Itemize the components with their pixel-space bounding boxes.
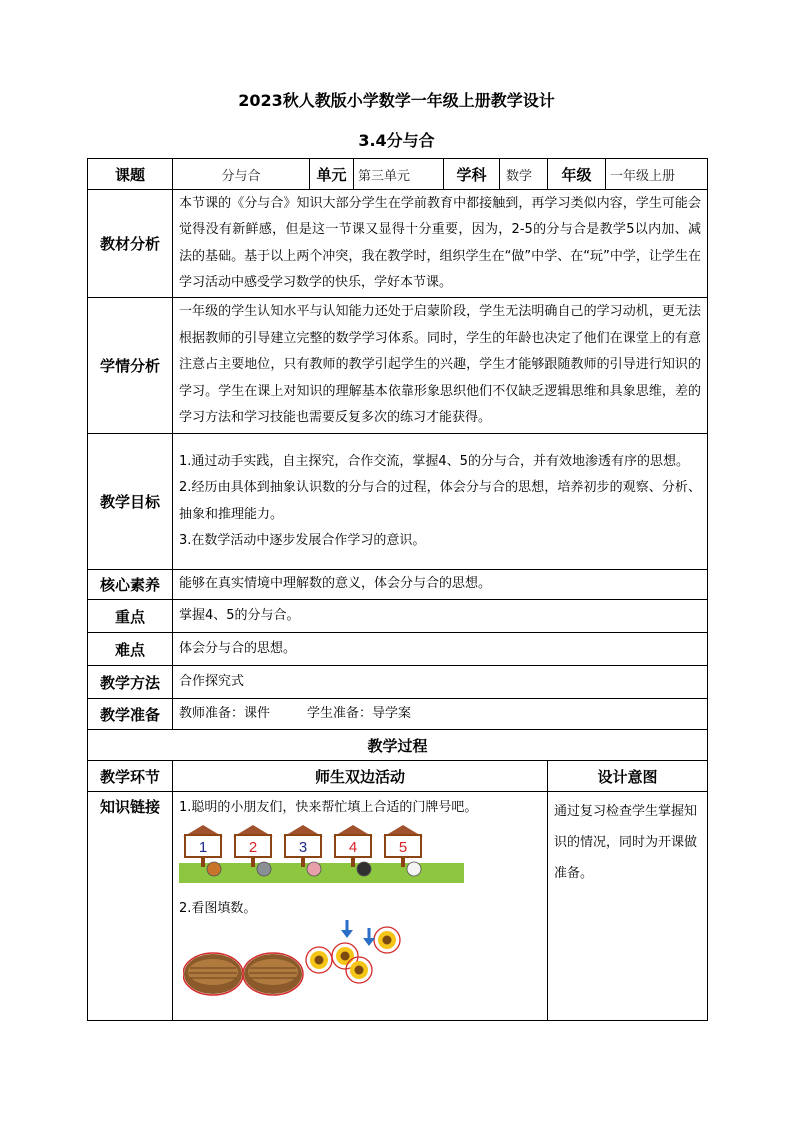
info-row <box>88 159 708 190</box>
sunflower-icon <box>374 927 400 953</box>
grade-label: 年级 <box>548 159 606 190</box>
grass-strip <box>179 863 464 883</box>
question-1: 1.聪明的小朋友们，快来帮忙填上合适的门牌号吧。 <box>179 800 478 815</box>
material-analysis-label: 教材分析 <box>88 190 173 298</box>
teaching-method-text: 合作探究式 <box>173 666 708 699</box>
sunflower-icon <box>346 957 372 983</box>
activity-cell <box>173 792 548 1021</box>
subject-value: 数学 <box>500 159 548 190</box>
teacher-prep: 教师准备：课件 <box>179 705 271 721</box>
lesson-label: 课题 <box>88 159 173 190</box>
process-title-row <box>88 730 708 761</box>
student-prep: 学生准备：导学案 <box>307 705 412 721</box>
core-literacy-label: 核心素养 <box>88 570 173 600</box>
teaching-method-row <box>88 666 708 699</box>
sunflower-icon <box>306 947 332 973</box>
core-literacy-row <box>88 570 708 600</box>
material-analysis-text: 本节课的《分与合》知识大部分学生在学前教育中都接触到，再学习类似内容，学生可能会觉得没有新鲜感，但是这一节课又显得十分重要，因为，2-5的分与合是教学5以内加、减法的基础。基于以上两个冲突，我在教学时，组织学生在“做”中学、在“玩”中学，让学生在学习活动中感受学习数学的快乐，学好本节课。 <box>173 190 708 298</box>
goal-item: 3.在数学活动中逐步发展合作学习的意识。 <box>179 533 426 548</box>
grade-value: 一年级上册 <box>606 159 708 190</box>
question-2: 2.看图填数。 <box>179 901 257 916</box>
goal-item: 1.通过动手实践，自主探究，合作交流，掌握4、5的分与合，并有效地渗透有序的思想。 <box>179 453 689 469</box>
house-number: 2 <box>248 839 258 856</box>
student-analysis-label: 学情分析 <box>88 298 173 434</box>
process-title: 教学过程 <box>88 730 708 761</box>
animal-icon <box>257 862 271 876</box>
teaching-prep-text <box>173 699 708 730</box>
process-col-stage: 教学环节 <box>88 761 173 792</box>
student-analysis-row <box>88 298 708 434</box>
house-number: 1 <box>198 839 208 856</box>
house-number: 5 <box>398 839 408 856</box>
key-point-row <box>88 600 708 633</box>
goal-item: 2.经历由具体到抽象认识数的分与合的过程，体会分与合的思想，培养初步的观察、分析、抽象和推理能力。 <box>179 480 701 522</box>
difficult-point-row <box>88 633 708 666</box>
teaching-method-label: 教学方法 <box>88 666 173 699</box>
process-col-intent: 设计意图 <box>548 761 708 792</box>
key-point-label: 重点 <box>88 600 173 633</box>
process-col-activity: 师生双边活动 <box>173 761 548 792</box>
difficult-point-text: 体会分与合的思想。 <box>173 633 708 666</box>
design-intent-text: 通过复习检查学生掌握知识的情况，同时为开课做准备。 <box>548 792 708 1021</box>
animal-icon <box>407 862 421 876</box>
teaching-goals-list <box>173 434 708 570</box>
difficult-point-label: 难点 <box>88 633 173 666</box>
document-title: 2023秋人教版小学数学一年级上册教学设计 <box>238 91 555 110</box>
lesson-value: 分与合 <box>173 159 310 190</box>
student-analysis-text: 一年级的学生认知水平与认知能力还处于启蒙阶段，学生无法明确自己的学习动机，更无法根据教师的引导建立完整的数学学习体系。同时，学生的年龄也决定了他们在课堂上的有意注意占主要地位，只有教师的教学引起学生的兴趣，学生才能够跟随教师的引导进行知识的学习。学生在课上对知识的理解基本依靠形象思织他们不仅缺乏逻辑思维和具象思维，差的学习方法和学习技能也需要反复多次的练习才能获得。 <box>173 298 708 434</box>
key-point-text: 掌握4、5的分与合。 <box>173 600 708 633</box>
lesson-subtitle: 3.4分与合 <box>358 131 435 150</box>
animal-icon <box>307 862 321 876</box>
core-literacy-text: 能够在真实情境中理解数的意义，体会分与合的思想。 <box>173 570 708 600</box>
unit-value: 第三单元 <box>354 159 444 190</box>
house-number: 3 <box>298 839 308 856</box>
teaching-prep-label: 教学准备 <box>88 699 173 730</box>
arrow-down-icon <box>341 920 353 938</box>
teaching-prep-row <box>88 699 708 730</box>
lesson-plan-table <box>87 158 708 1021</box>
teaching-goals-row <box>88 434 708 570</box>
house-number: 4 <box>348 839 358 856</box>
fill-number-illustration <box>183 920 413 996</box>
process-row <box>88 792 708 1021</box>
unit-label: 单元 <box>310 159 354 190</box>
arrow-down-icon <box>363 928 375 946</box>
process-header-row <box>88 761 708 792</box>
animal-icon <box>357 862 371 876</box>
house-number-illustration <box>179 825 464 883</box>
material-analysis-row <box>88 190 708 298</box>
basket-1 <box>183 953 243 995</box>
animal-icon <box>207 862 221 876</box>
subject-label: 学科 <box>444 159 500 190</box>
teaching-goals-label: 教学目标 <box>88 434 173 570</box>
stage-knowledge-link: 知识链接 <box>88 792 173 1021</box>
basket-2 <box>243 953 303 995</box>
